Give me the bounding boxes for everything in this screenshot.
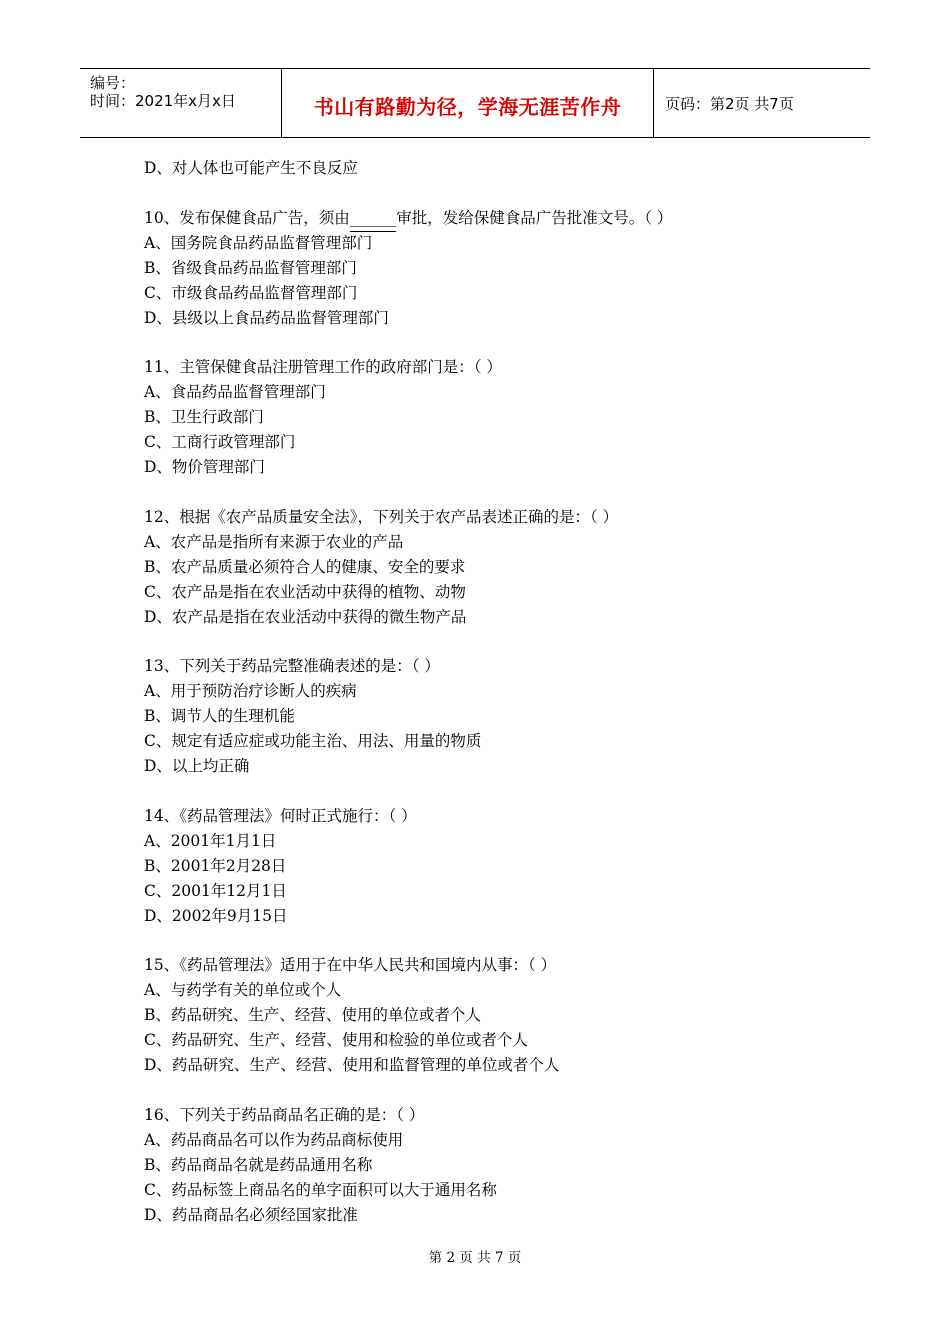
option-d: D、2002年9月15日 xyxy=(144,906,288,925)
option-c: C、药品标签上商品名的单字面积可以大于通用名称 xyxy=(144,1180,497,1199)
stem-after-blank: 审批，发给保健食品广告批准文号。（ ） xyxy=(396,208,673,227)
answer-blank: ______ xyxy=(350,206,397,232)
page-header xyxy=(80,68,870,138)
question-10 xyxy=(144,206,844,331)
option-a: A、食品药品监督管理部门 xyxy=(144,383,326,401)
header-motto-cell xyxy=(282,69,654,137)
option-d: D、农产品是指在农业活动中获得的微生物产品 xyxy=(144,607,467,626)
option-b: B、药品商品名就是药品通用名称 xyxy=(144,1155,373,1174)
question-stem: 16、下列关于药品商品名正确的是：（ ） xyxy=(144,1105,425,1124)
header-page-cell xyxy=(655,69,870,137)
question-11 xyxy=(144,355,844,480)
option-b: B、调节人的生理机能 xyxy=(144,707,295,725)
option-c: C、市级食品药品监督管理部门 xyxy=(144,283,358,302)
question-stem: 12、根据《农产品质量安全法》，下列关于农产品表述正确的是：（ ） xyxy=(144,507,619,526)
option-a: A、用于预防治疗诊断人的疾病 xyxy=(144,682,357,700)
option-a: A、2001年1月1日 xyxy=(144,831,277,850)
question-14 xyxy=(144,804,844,929)
continued-option-d: D、对人体也可能产生不良反应 xyxy=(144,159,358,177)
question-stem: 11、主管保健食品注册管理工作的政府部门是：（ ） xyxy=(144,358,502,376)
option-d: D、物价管理部门 xyxy=(144,458,265,476)
option-d: D、县级以上食品药品监督管理部门 xyxy=(144,308,389,327)
option-d: D、以上均正确 xyxy=(144,757,250,775)
option-c: C、农产品是指在农业活动中获得的植物、动物 xyxy=(144,582,466,601)
question-12 xyxy=(144,505,844,630)
question-stem: 15、《药品管理法》适用于在中华人民共和国境内从事：（ ） xyxy=(144,956,557,974)
question-13 xyxy=(144,654,844,779)
question-16 xyxy=(144,1103,844,1228)
option-c: C、药品研究、生产、经营、使用和检验的单位或者个人 xyxy=(144,1031,528,1049)
option-b: B、卫生行政部门 xyxy=(144,408,264,426)
question-stem: 13、下列关于药品完整准确表述的是：（ ） xyxy=(144,657,440,675)
option-d: D、药品研究、生产、经营、使用和监督管理的单位或者个人 xyxy=(144,1056,560,1074)
option-b: B、药品研究、生产、经营、使用的单位或者个人 xyxy=(144,1006,481,1024)
option-a: A、药品商品名可以作为药品商标使用 xyxy=(144,1130,404,1149)
serial-label: 编号： xyxy=(90,74,136,92)
option-a: A、农产品是指所有来源于农业的产品 xyxy=(144,532,404,551)
option-d: D、药品商品名必须经国家批准 xyxy=(144,1205,358,1224)
question-stem: 14、《药品管理法》何时正式施行：（ ） xyxy=(144,806,417,825)
option-c: C、工商行政管理部门 xyxy=(144,433,296,451)
question-stem xyxy=(144,206,844,231)
option-a: A、与药学有关的单位或个人 xyxy=(144,981,342,999)
motto-text: 书山有路勤为径，学海无涯苦作舟 xyxy=(313,95,622,119)
option-b: B、省级食品药品监督管理部门 xyxy=(144,258,357,277)
time-label: 时间：2021年x月x日 xyxy=(90,92,236,110)
stem-before-blank: 10、发布保健食品广告，须由 xyxy=(144,208,350,227)
page-info: 页码：第2页 共7页 xyxy=(665,95,794,113)
option-c: C、2001年12月1日 xyxy=(144,881,287,900)
option-a: A、国务院食品药品监督管理部门 xyxy=(144,233,373,252)
option-b: B、农产品质量必须符合人的健康、安全的要求 xyxy=(144,557,466,576)
option-b: B、2001年2月28日 xyxy=(144,856,287,875)
option-c: C、规定有适应症或功能主治、用法、用量的物质 xyxy=(144,732,482,750)
question-list xyxy=(144,156,844,1228)
question-15 xyxy=(144,953,844,1078)
page-footer: 第 2 页 共 7 页 xyxy=(428,1250,522,1266)
header-meta-cell xyxy=(80,69,282,137)
